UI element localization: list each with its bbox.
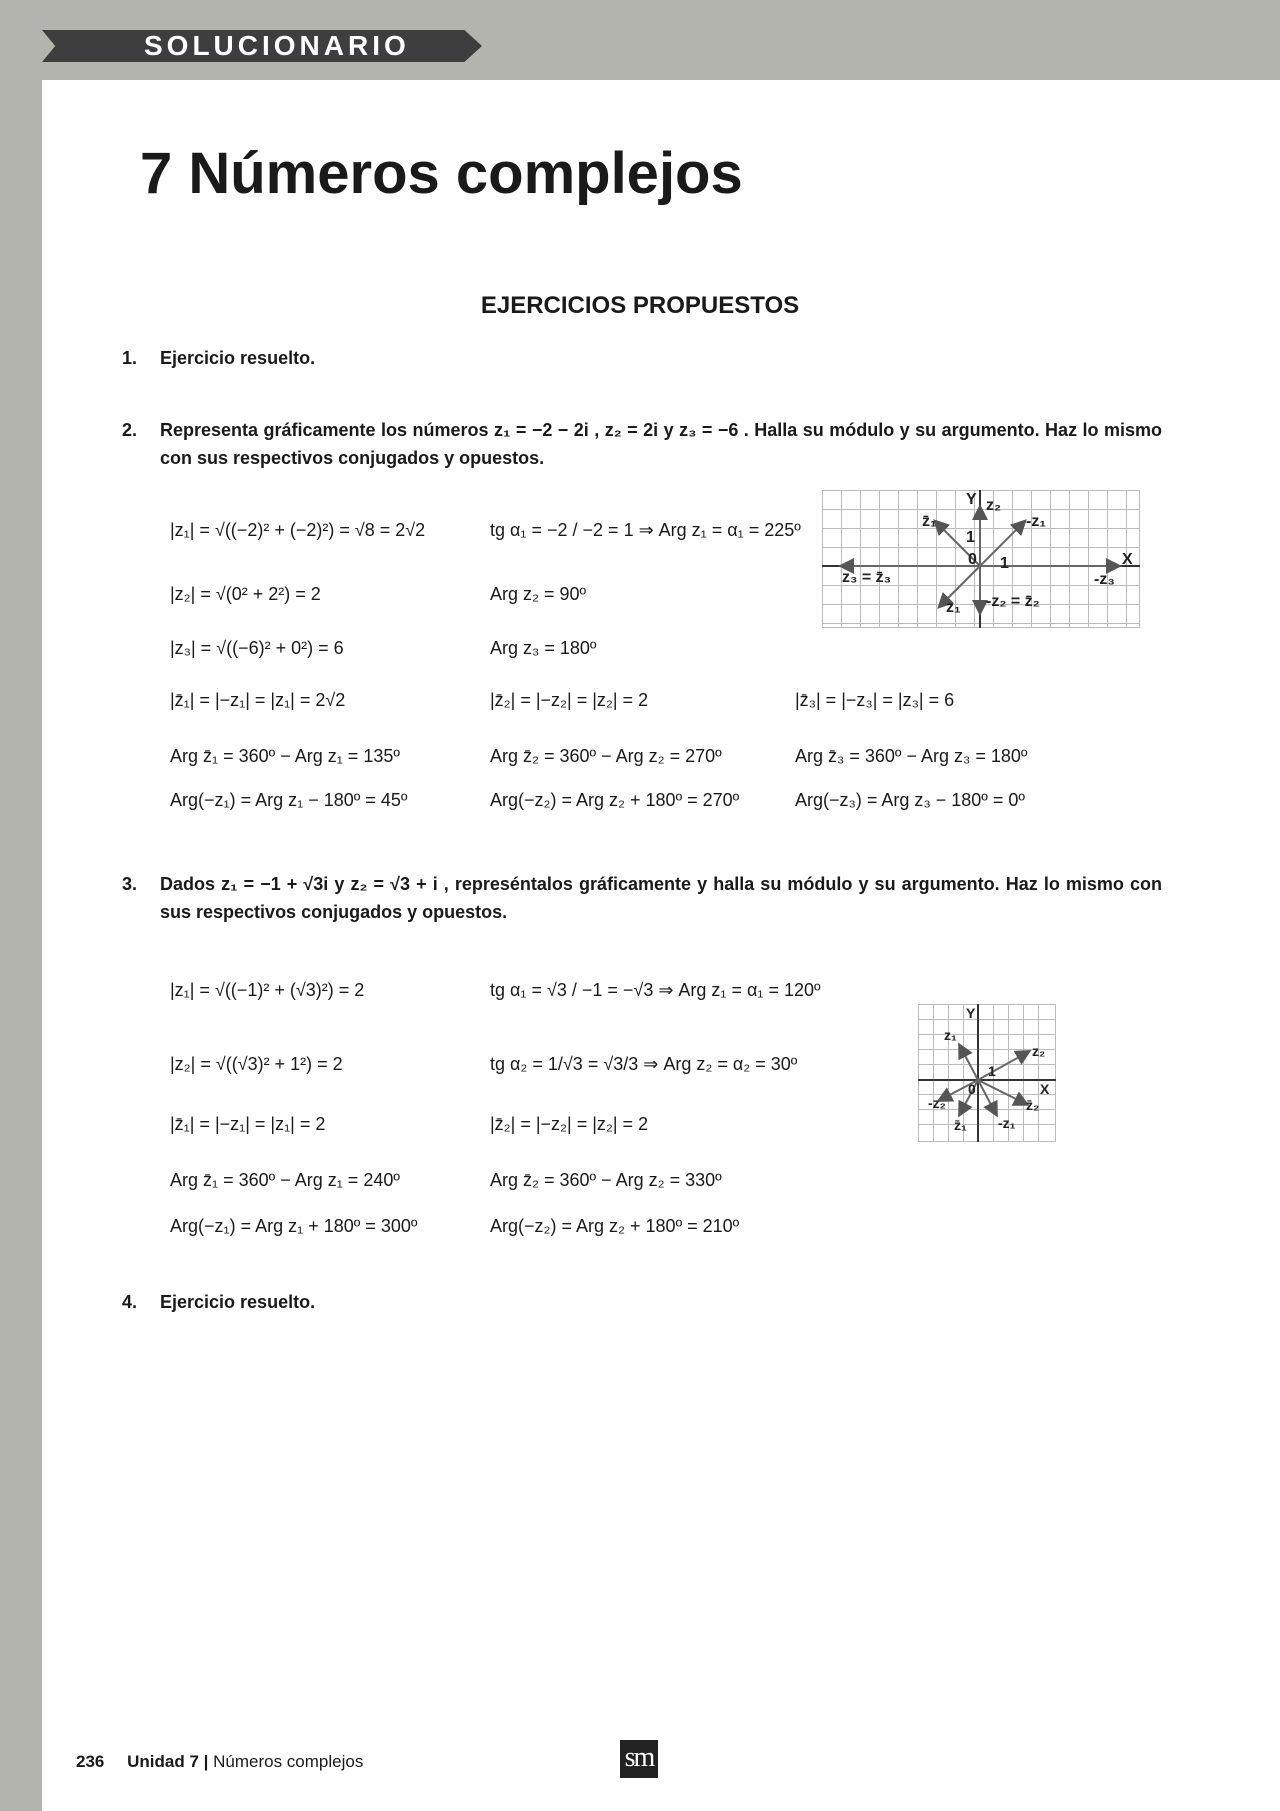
graph-label: z₂ (1032, 1043, 1046, 1059)
equation: Arg z̄₁ = 360º − Arg z₁ = 240º (170, 1170, 400, 1190)
equation: Arg z₂ = 90º (490, 584, 587, 604)
graph-label: -z₁ (1026, 513, 1046, 530)
exercise-3 (122, 870, 1162, 930)
chapter-title: 7 Números complejos (140, 141, 743, 206)
graph-label: X (1122, 551, 1133, 568)
graph-label: -z₁ (998, 1115, 1016, 1131)
graph-label: -z₂ (928, 1095, 946, 1111)
exercise-text: Ejercicio resuelto. (160, 1292, 316, 1312)
equation: |z̄₂| = |−z₂| = |z₂| = 2 (490, 1114, 649, 1134)
equation: Arg z̄₁ = 360º − Arg z₁ = 135º (170, 746, 400, 766)
grid (918, 1004, 1056, 1142)
exercise-text: Dados z₁ = −1 + √3i y z₂ = √3 + i , represéntalos gráficamente y halla su módulo y su argumento. Haz lo mismo con sus respectivos conjugados y opuestos. (160, 874, 1162, 922)
graph-label: 1 (966, 529, 975, 546)
equation: |z₂| = √((√3)² + 1²) = 2 (170, 1054, 343, 1074)
page-footer (76, 1752, 363, 1772)
exercise-number: 2. (122, 420, 138, 440)
equation: Arg z₃ = 180º (490, 638, 597, 658)
equation: Arg z̄₂ = 360º − Arg z₂ = 330º (490, 1170, 722, 1190)
graph-label: Y (966, 491, 977, 508)
equation: tg α₁ = √3 / −1 = −√3 ⇒ Arg z₁ = α₁ = 120º (490, 980, 821, 1000)
footer-unit: Unidad 7 | (127, 1752, 209, 1771)
equation: |z₁| = √((−2)² + (−2)²) = √8 = 2√2 (170, 520, 426, 540)
equation: |z̄₁| = |−z₁| = |z₁| = 2 (170, 1114, 326, 1134)
graph-label: z₂ (986, 497, 1002, 514)
graph-label: z̄₂ (1026, 1097, 1040, 1113)
section-title: EJERCICIOS PROPUESTOS (480, 292, 800, 319)
graph-label: z̄₁ (922, 513, 937, 530)
graph-label: z₁ (946, 599, 961, 616)
equation: Arg(−z₁) = Arg z₁ + 180º = 300º (170, 1216, 418, 1236)
exercise-text: Representa gráficamente los números z₁ = −2 − 2i , z₂ = 2i y z₃ = −6 . Halla su módulo y su argumento. Haz lo mismo con sus respectivos conjugados y opuestos. (160, 420, 1162, 468)
equation: Arg z̄₂ = 360º − Arg z₂ = 270º (490, 746, 722, 766)
complex-plane-graph-2 (918, 1004, 1056, 1142)
equation: Arg(−z₂) = Arg z₂ + 180º = 270º (490, 790, 740, 810)
equation: Arg z̄₃ = 360º − Arg z₃ = 180º (795, 746, 1028, 766)
graph-label: 0 (968, 551, 977, 568)
graph-label: 0 (968, 1081, 976, 1097)
exercise-text: Ejercicio resuelto. (160, 348, 316, 368)
graph-label: z̄₁ (954, 1117, 967, 1133)
page-number: 236 (76, 1752, 105, 1771)
exercise-number: 3. (122, 874, 138, 894)
equation: tg α₂ = 1/√3 = √3/3 ⇒ Arg z₂ = α₂ = 30º (490, 1054, 798, 1074)
equation: |z₃| = √((−6)² + 0²) = 6 (170, 638, 344, 658)
equation: |z̄₁| = |−z₁| = |z₁| = 2√2 (170, 690, 346, 710)
vector-z1 (960, 1046, 978, 1080)
complex-plane-graph-1 (822, 490, 1140, 628)
page-background (42, 80, 1280, 1811)
exercise-number: 4. (122, 1292, 138, 1312)
equation: Arg(−z₂) = Arg z₂ + 180º = 210º (490, 1216, 740, 1236)
equation: |z̄₃| = |−z₃| = |z₃| = 6 (795, 690, 955, 710)
equation: tg α₁ = −2 / −2 = 1 ⇒ Arg z₁ = α₁ = 225º (490, 520, 801, 540)
equation: Arg(−z₁) = Arg z₁ − 180º = 45º (170, 790, 408, 810)
footer-topic: Números complejos (213, 1752, 364, 1771)
graph-label: -z₂ = z̄₂ (986, 593, 1040, 610)
equation: |z₁| = √((−1)² + (√3)²) = 2 (170, 980, 365, 1000)
vector-z2 (978, 1052, 1028, 1080)
graph-label: 1 (988, 1063, 996, 1079)
equation: |z̄₂| = |−z₂| = |z₂| = 2 (490, 690, 649, 710)
equation: |z₂| = √(0² + 2²) = 2 (170, 584, 321, 604)
publisher-logo: sm (620, 1740, 658, 1778)
graph-label: 1 (1000, 555, 1009, 572)
exercise-number: 1. (122, 348, 138, 368)
graph-label: z₁ (944, 1027, 957, 1043)
header-banner-label: SOLUCIONARIO (144, 30, 410, 61)
equation: Arg(−z₃) = Arg z₃ − 180º = 0º (795, 790, 1025, 810)
graph-label: X (1040, 1081, 1050, 1097)
graph-label: z₃ = z̄₃ (842, 569, 892, 586)
exercise-2 (122, 416, 1162, 476)
graph-label: -z₃ (1094, 571, 1115, 588)
graph-label: Y (966, 1005, 976, 1021)
